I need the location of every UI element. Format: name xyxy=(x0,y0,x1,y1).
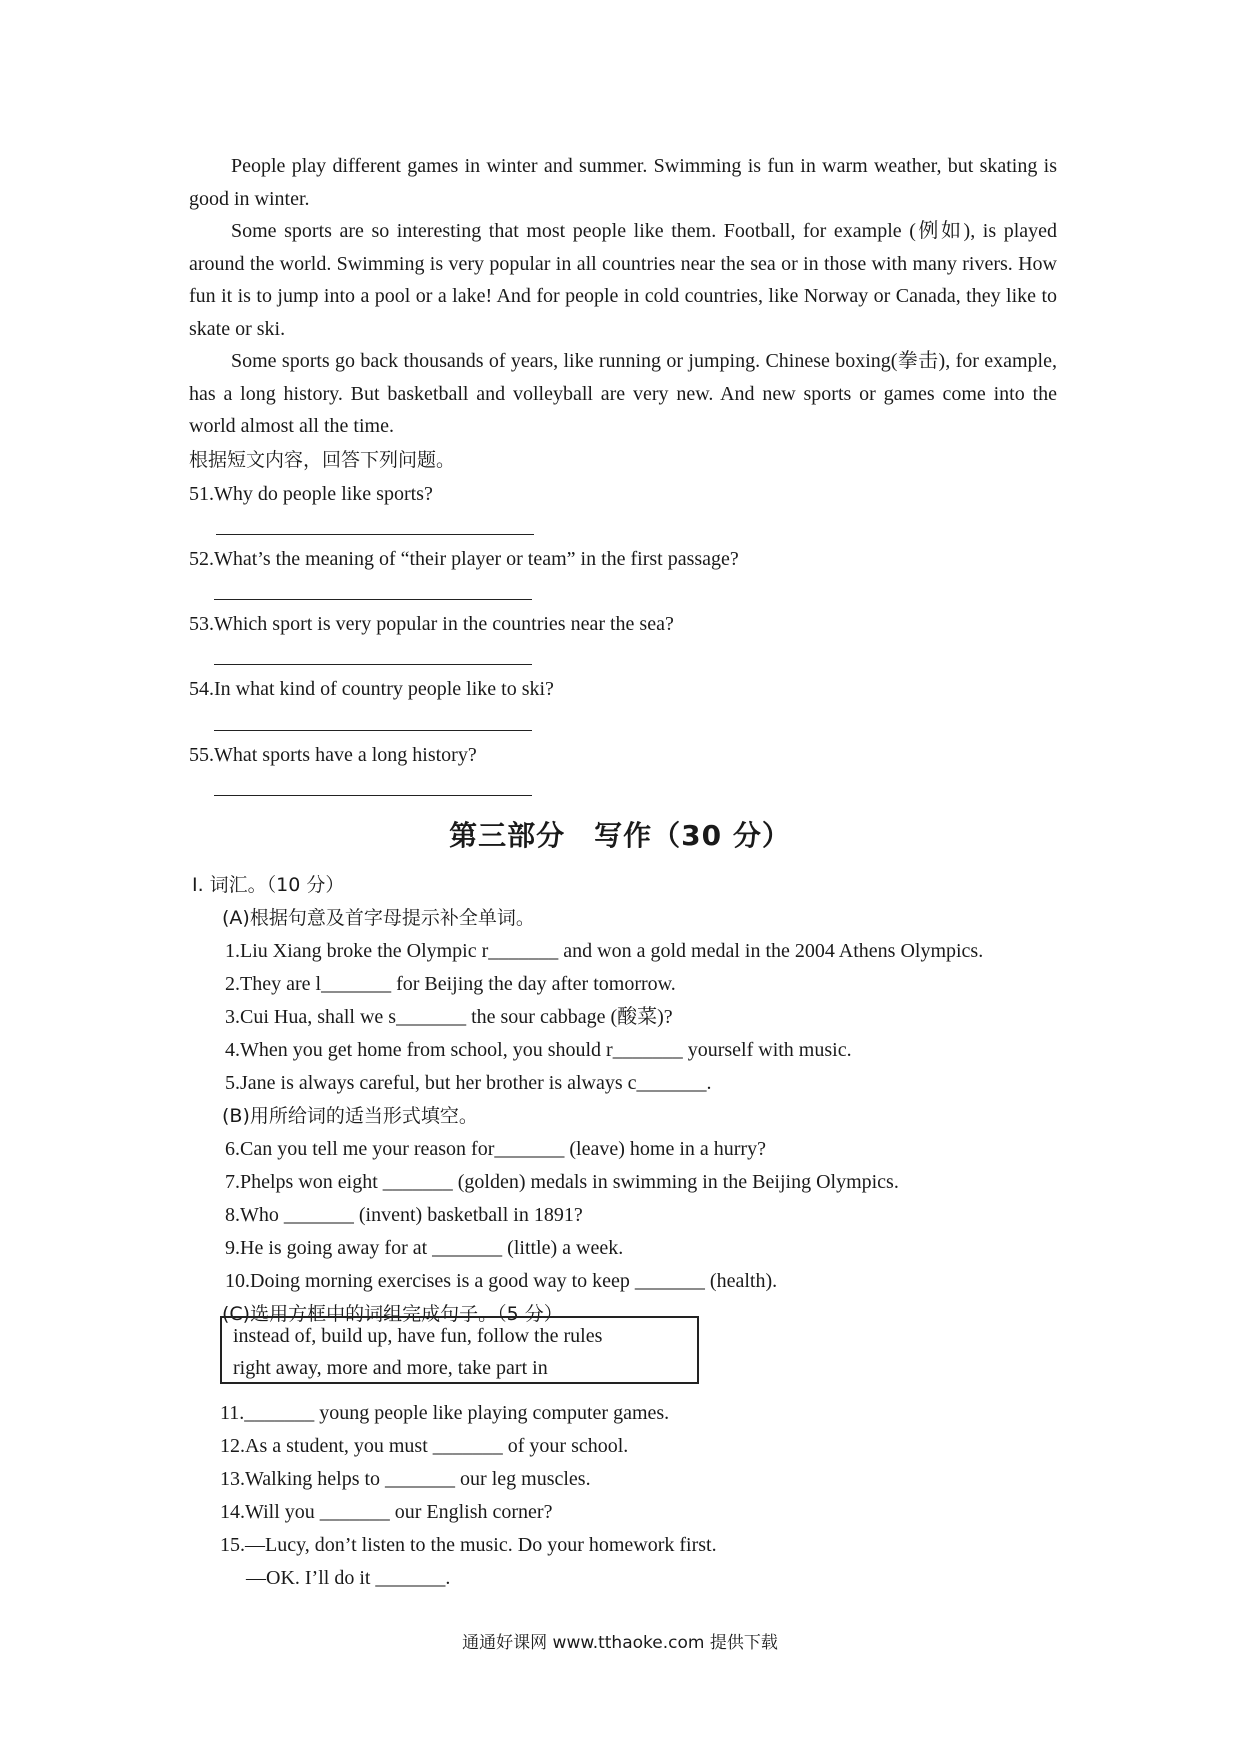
question-52: 52.What’s the meaning of “their player or team” in the first passage? xyxy=(189,548,739,570)
answer-line-54[interactable] xyxy=(214,730,532,731)
part-a-item-1: 1.Liu Xiang broke the Olympic r_______ and won a gold medal in the 2004 Athens Olympics. xyxy=(225,940,984,962)
answer-line-55[interactable] xyxy=(214,795,532,796)
part-c-item-11: 11._______ young people like playing computer games. xyxy=(220,1402,670,1424)
answer-line-53[interactable] xyxy=(214,664,532,665)
question-51: 51.Why do people like sports? xyxy=(189,483,433,505)
question-55: 55.What sports have a long history? xyxy=(189,744,477,766)
part-c-title: (C)选用方框中的词组完成句子。（5 分） xyxy=(222,1303,563,1325)
part-b-item-8: 8.Who _______ (invent) basketball in 1891? xyxy=(225,1204,583,1226)
phrase-box xyxy=(220,1316,699,1384)
part-c-item-14: 14.Will you _______ our English corner? xyxy=(220,1501,553,1523)
question-53: 53.Which sport is very popular in the countries near the sea? xyxy=(189,613,674,635)
part-b-item-6: 6.Can you tell me your reason for_______ (leave) home in a hurry? xyxy=(225,1138,766,1160)
part-b-item-10: 10.Doing morning exercises is a good way to keep _______ (health). xyxy=(225,1270,778,1292)
phrase-box-row-2: right away, more and more, take part in xyxy=(233,1357,548,1379)
part-c-item-12: 12.As a student, you must _______ of your school. xyxy=(220,1435,629,1457)
passage-paragraph-3: Some sports go back thousands of years, like running or jumping. Chinese boxing(拳击), for example, has a long history. But basketball and volleyball are very new. And new sports or games come into the world almost all the time. xyxy=(189,350,1057,437)
phrase-box-row-1: instead of, build up, have fun, follow the rules xyxy=(233,1325,603,1347)
part-b-item-7: 7.Phelps won eight _______ (golden) medals in swimming in the Beijing Olympics. xyxy=(225,1171,899,1193)
part-c-item-15: 15.—Lucy, don’t listen to the music. Do your homework first. xyxy=(220,1534,717,1556)
answer-line-52[interactable] xyxy=(214,599,532,600)
section-title: 第三部分 写作（30 分） xyxy=(449,819,791,852)
part-a-title: (A)根据句意及首字母提示补全单词。 xyxy=(222,907,535,929)
page-footer: 通通好课网 www.tthaoke.com 提供下载 xyxy=(462,1633,778,1653)
part-a-item-3: 3.Cui Hua, shall we s_______ the sour cabbage (酸菜)? xyxy=(225,1006,673,1028)
vocab-title: Ⅰ. 词汇。（10 分） xyxy=(192,874,345,896)
part-a-item-2: 2.They are l_______ for Beijing the day after tomorrow. xyxy=(225,973,676,995)
part-b-title: (B)用所给词的适当形式填空。 xyxy=(222,1105,478,1127)
reading-instruction: 根据短文内容，回答下列问题。 xyxy=(189,449,456,471)
part-c-item-15-reply: —OK. I’ll do it _______. xyxy=(246,1567,451,1589)
answer-line-51[interactable] xyxy=(216,534,534,535)
passage-paragraph-2: Some sports are so interesting that most people like them. Football, for example (例如), is played around the world. Swimming is very popular in all countries near the sea or in those with many rivers. How fun it is to jump into a pool or a lake! And for people in cold countries, like Norway or Canada, they like to skate or ski. xyxy=(189,220,1057,340)
part-b-item-9: 9.He is going away for at _______ (little) a week. xyxy=(225,1237,624,1259)
passage-paragraph-1: People play different games in winter and summer. Swimming is fun in warm weather, but skating is good in winter. xyxy=(189,155,1057,210)
question-54: 54.In what kind of country people like to ski? xyxy=(189,678,554,700)
part-a-item-4: 4.When you get home from school, you should r_______ yourself with music. xyxy=(225,1039,852,1061)
part-a-item-5: 5.Jane is always careful, but her brother is always c_______. xyxy=(225,1072,712,1094)
part-c-item-13: 13.Walking helps to _______ our leg muscles. xyxy=(220,1468,591,1490)
